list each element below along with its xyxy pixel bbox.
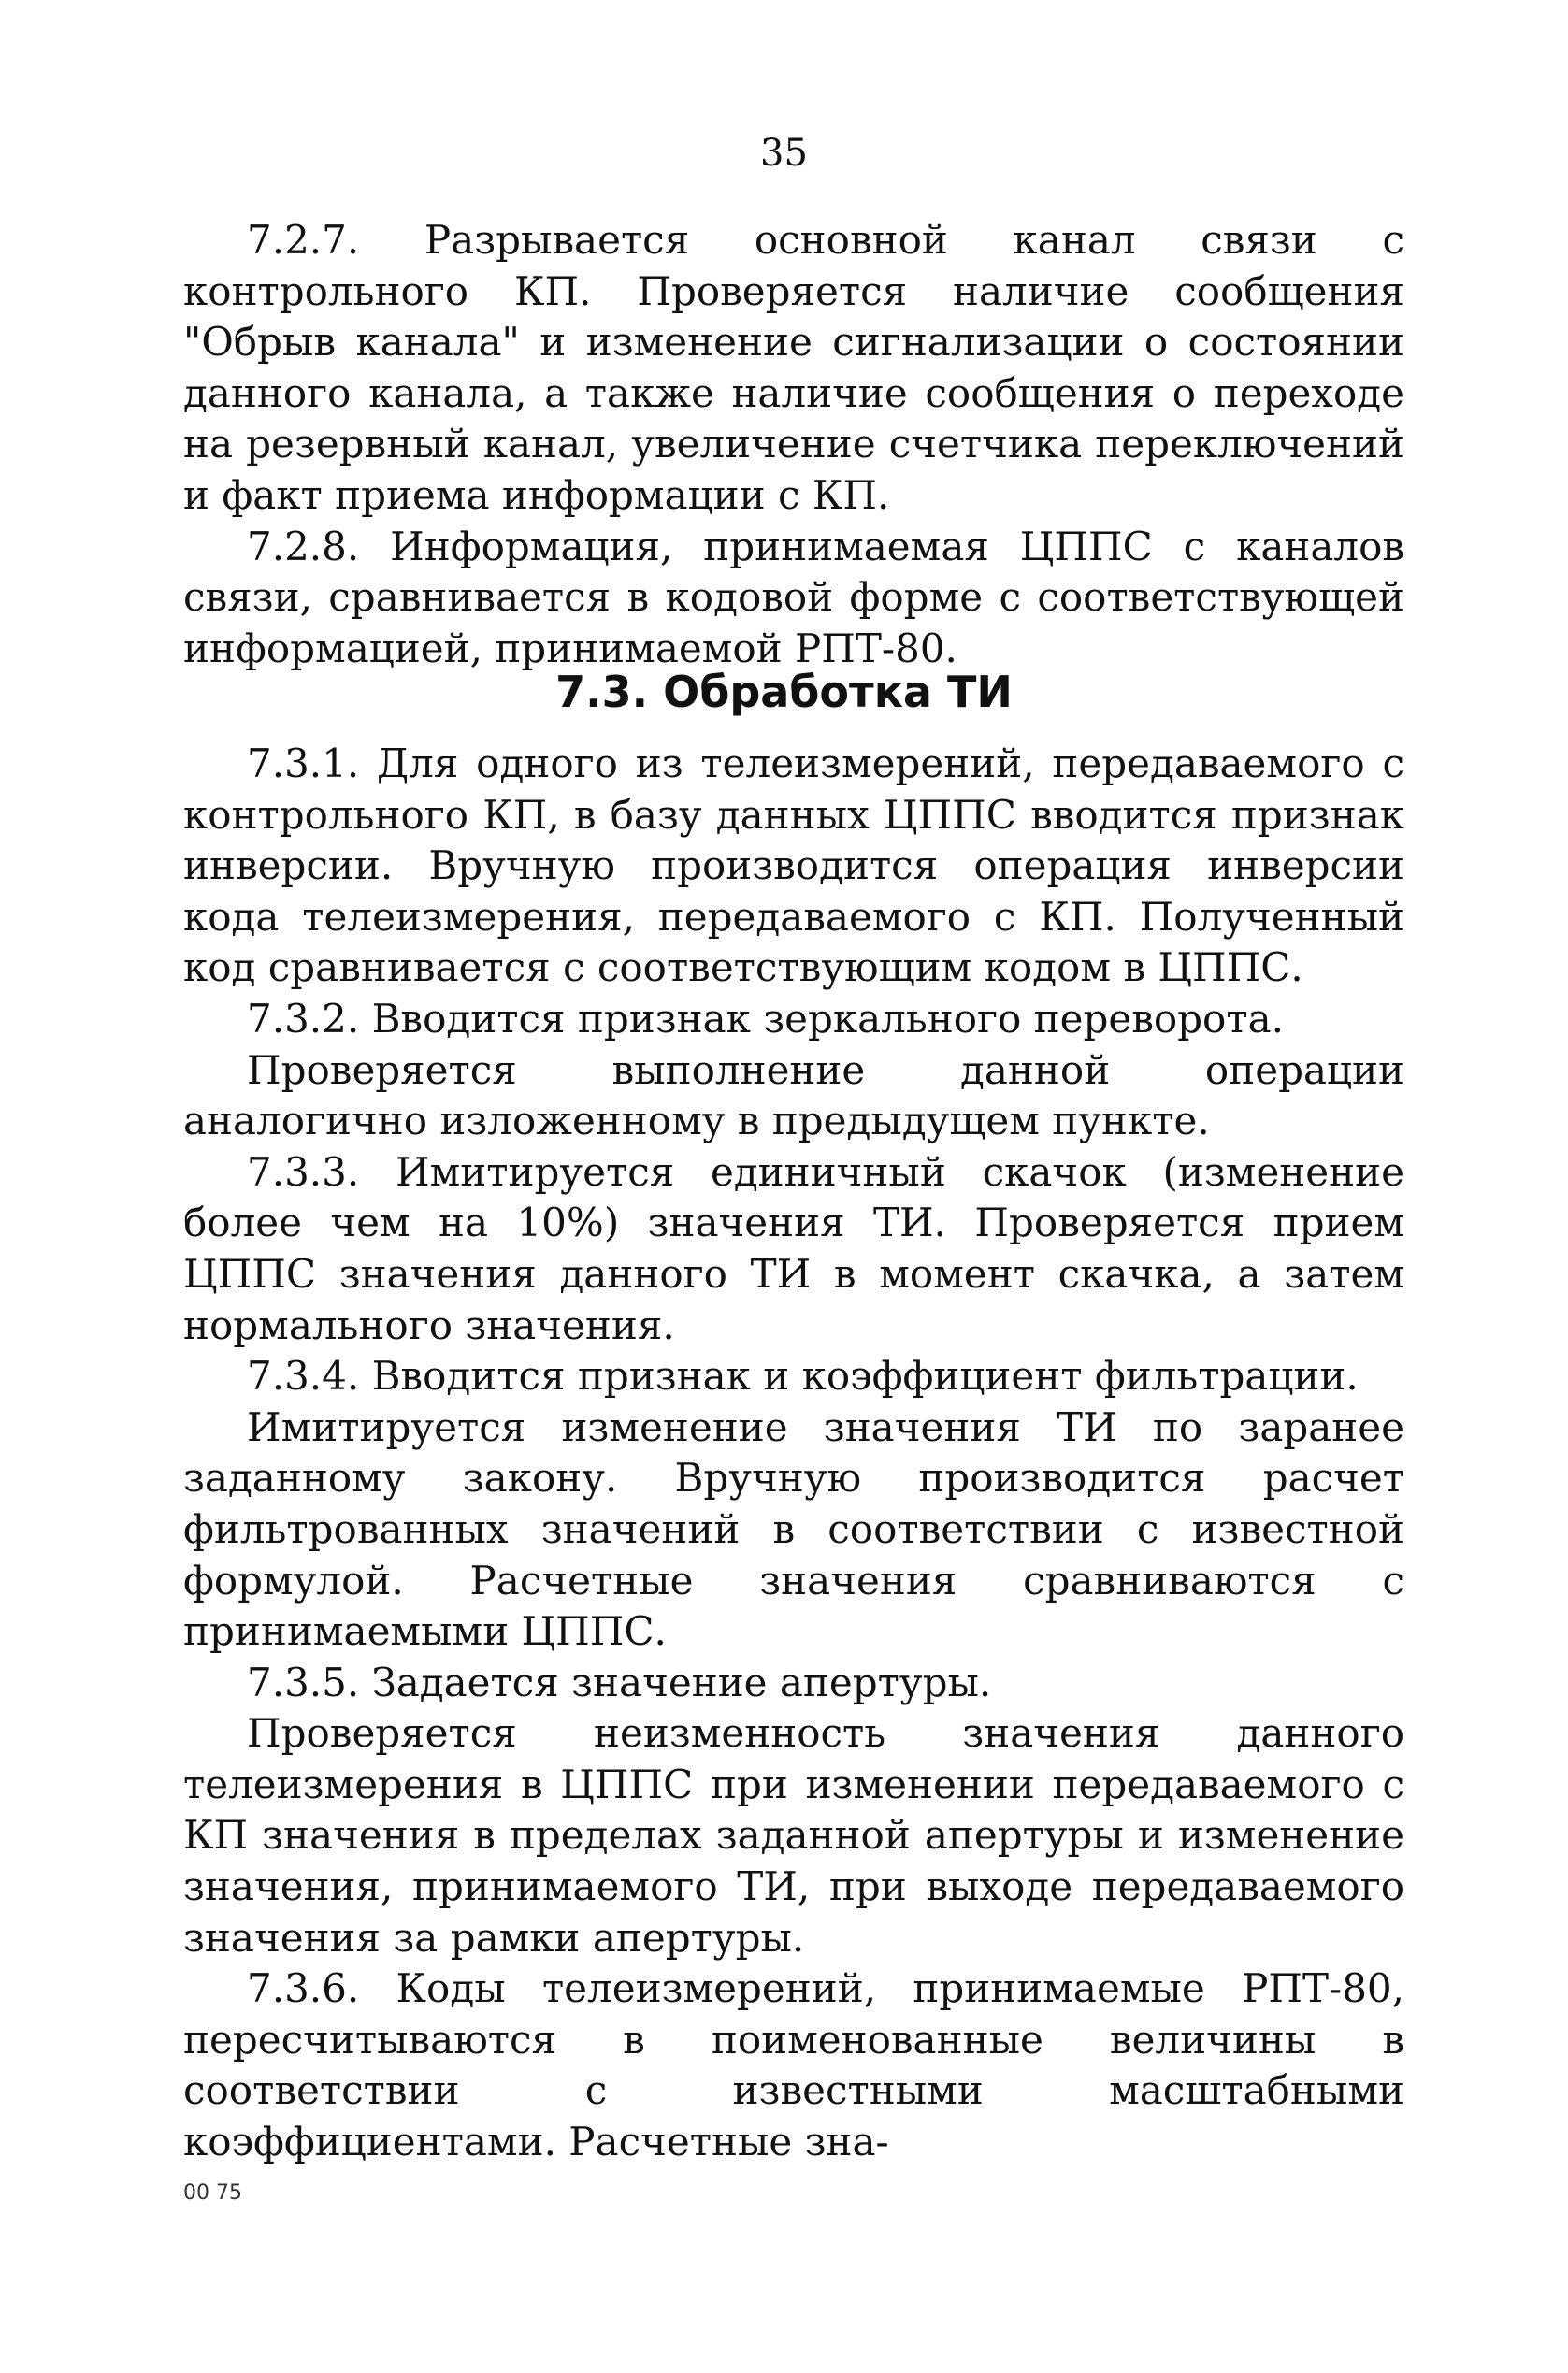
paragraph-7-3-4-check: Имитируется изменение значения ТИ по заранее заданному закону. Вручную производится расчет фильтрованных значений в соответствии с известной формулой. Расчетные значения сравниваются с принимаемыми ЦППС. <box>183 1403 1404 1655</box>
text-block-top <box>183 215 1404 674</box>
paragraph-7-3-6: 7.3.6. Коды телеизмерений, принимаемые РПТ-80, пересчитываются в поименованные величины в соответствии с известными масштабными коэффициентами. Расчетные зна- <box>183 1965 1404 2165</box>
page-number: 35 <box>760 132 808 175</box>
paragraph-7-3-5-check: Проверяется неизменность значения данного телеизмерения в ЦППС при изменении передаваемого с КП значения в пределах заданной апертуры и изменение значения, принимаемого ТИ, при выходе передаваемого значения за рамки апертуры. <box>183 1710 1404 1961</box>
footer-code: 00 75 <box>183 2181 242 2205</box>
paragraph-7-2-7: 7.2.7. Разрывается основной канал связи с контрольного КП. Проверяется наличие сообщения "Обрыв канала" и изменение сигнализации о состоянии данного канала, а также наличие сообщения о переходе на резервный канал, увеличение счетчика переключений и факт приема информации с КП. <box>183 217 1404 518</box>
paragraph-7-3-5: 7.3.5. Задается значение апертуры. <box>247 1659 992 1705</box>
paragraph-7-3-1: 7.3.1. Для одного из телеизмерений, передаваемого с контрольного КП, в базу данных ЦППС вводится признак инверсии. Вручную производится операция инверсии кода телеизмерения, передаваемого с КП. Полученный код сравнивается с соответствующим кодом в ЦППС. <box>183 741 1404 991</box>
paragraph-7-2-8: 7.2.8. Информация, принимаемая ЦППС с каналов связи, сравнивается в кодовой форме с соответствующей информацией, принимаемой РПТ-80. <box>183 523 1404 671</box>
paragraph-7-3-2-check: Проверяется выполнение данной операции аналогично изложенному в предыдущем пункте. <box>183 1046 1404 1144</box>
paragraph-7-3-3: 7.3.3. Имитируется единичный скачок (изменение более чем на 10%) значения ТИ. Проверяется прием ЦППС значения данного ТИ в момент скачка, а затем нормального значения. <box>183 1148 1404 1348</box>
text-block-bottom <box>183 739 1404 2168</box>
paragraph-7-3-2: 7.3.2. Вводится признак зеркального переворота. <box>247 995 1284 1042</box>
paragraph-7-3-4: 7.3.4. Вводится признак и коэффициент фильтрации. <box>247 1353 1359 1400</box>
section-heading: 7.3. Обработка ТИ <box>555 667 1013 717</box>
